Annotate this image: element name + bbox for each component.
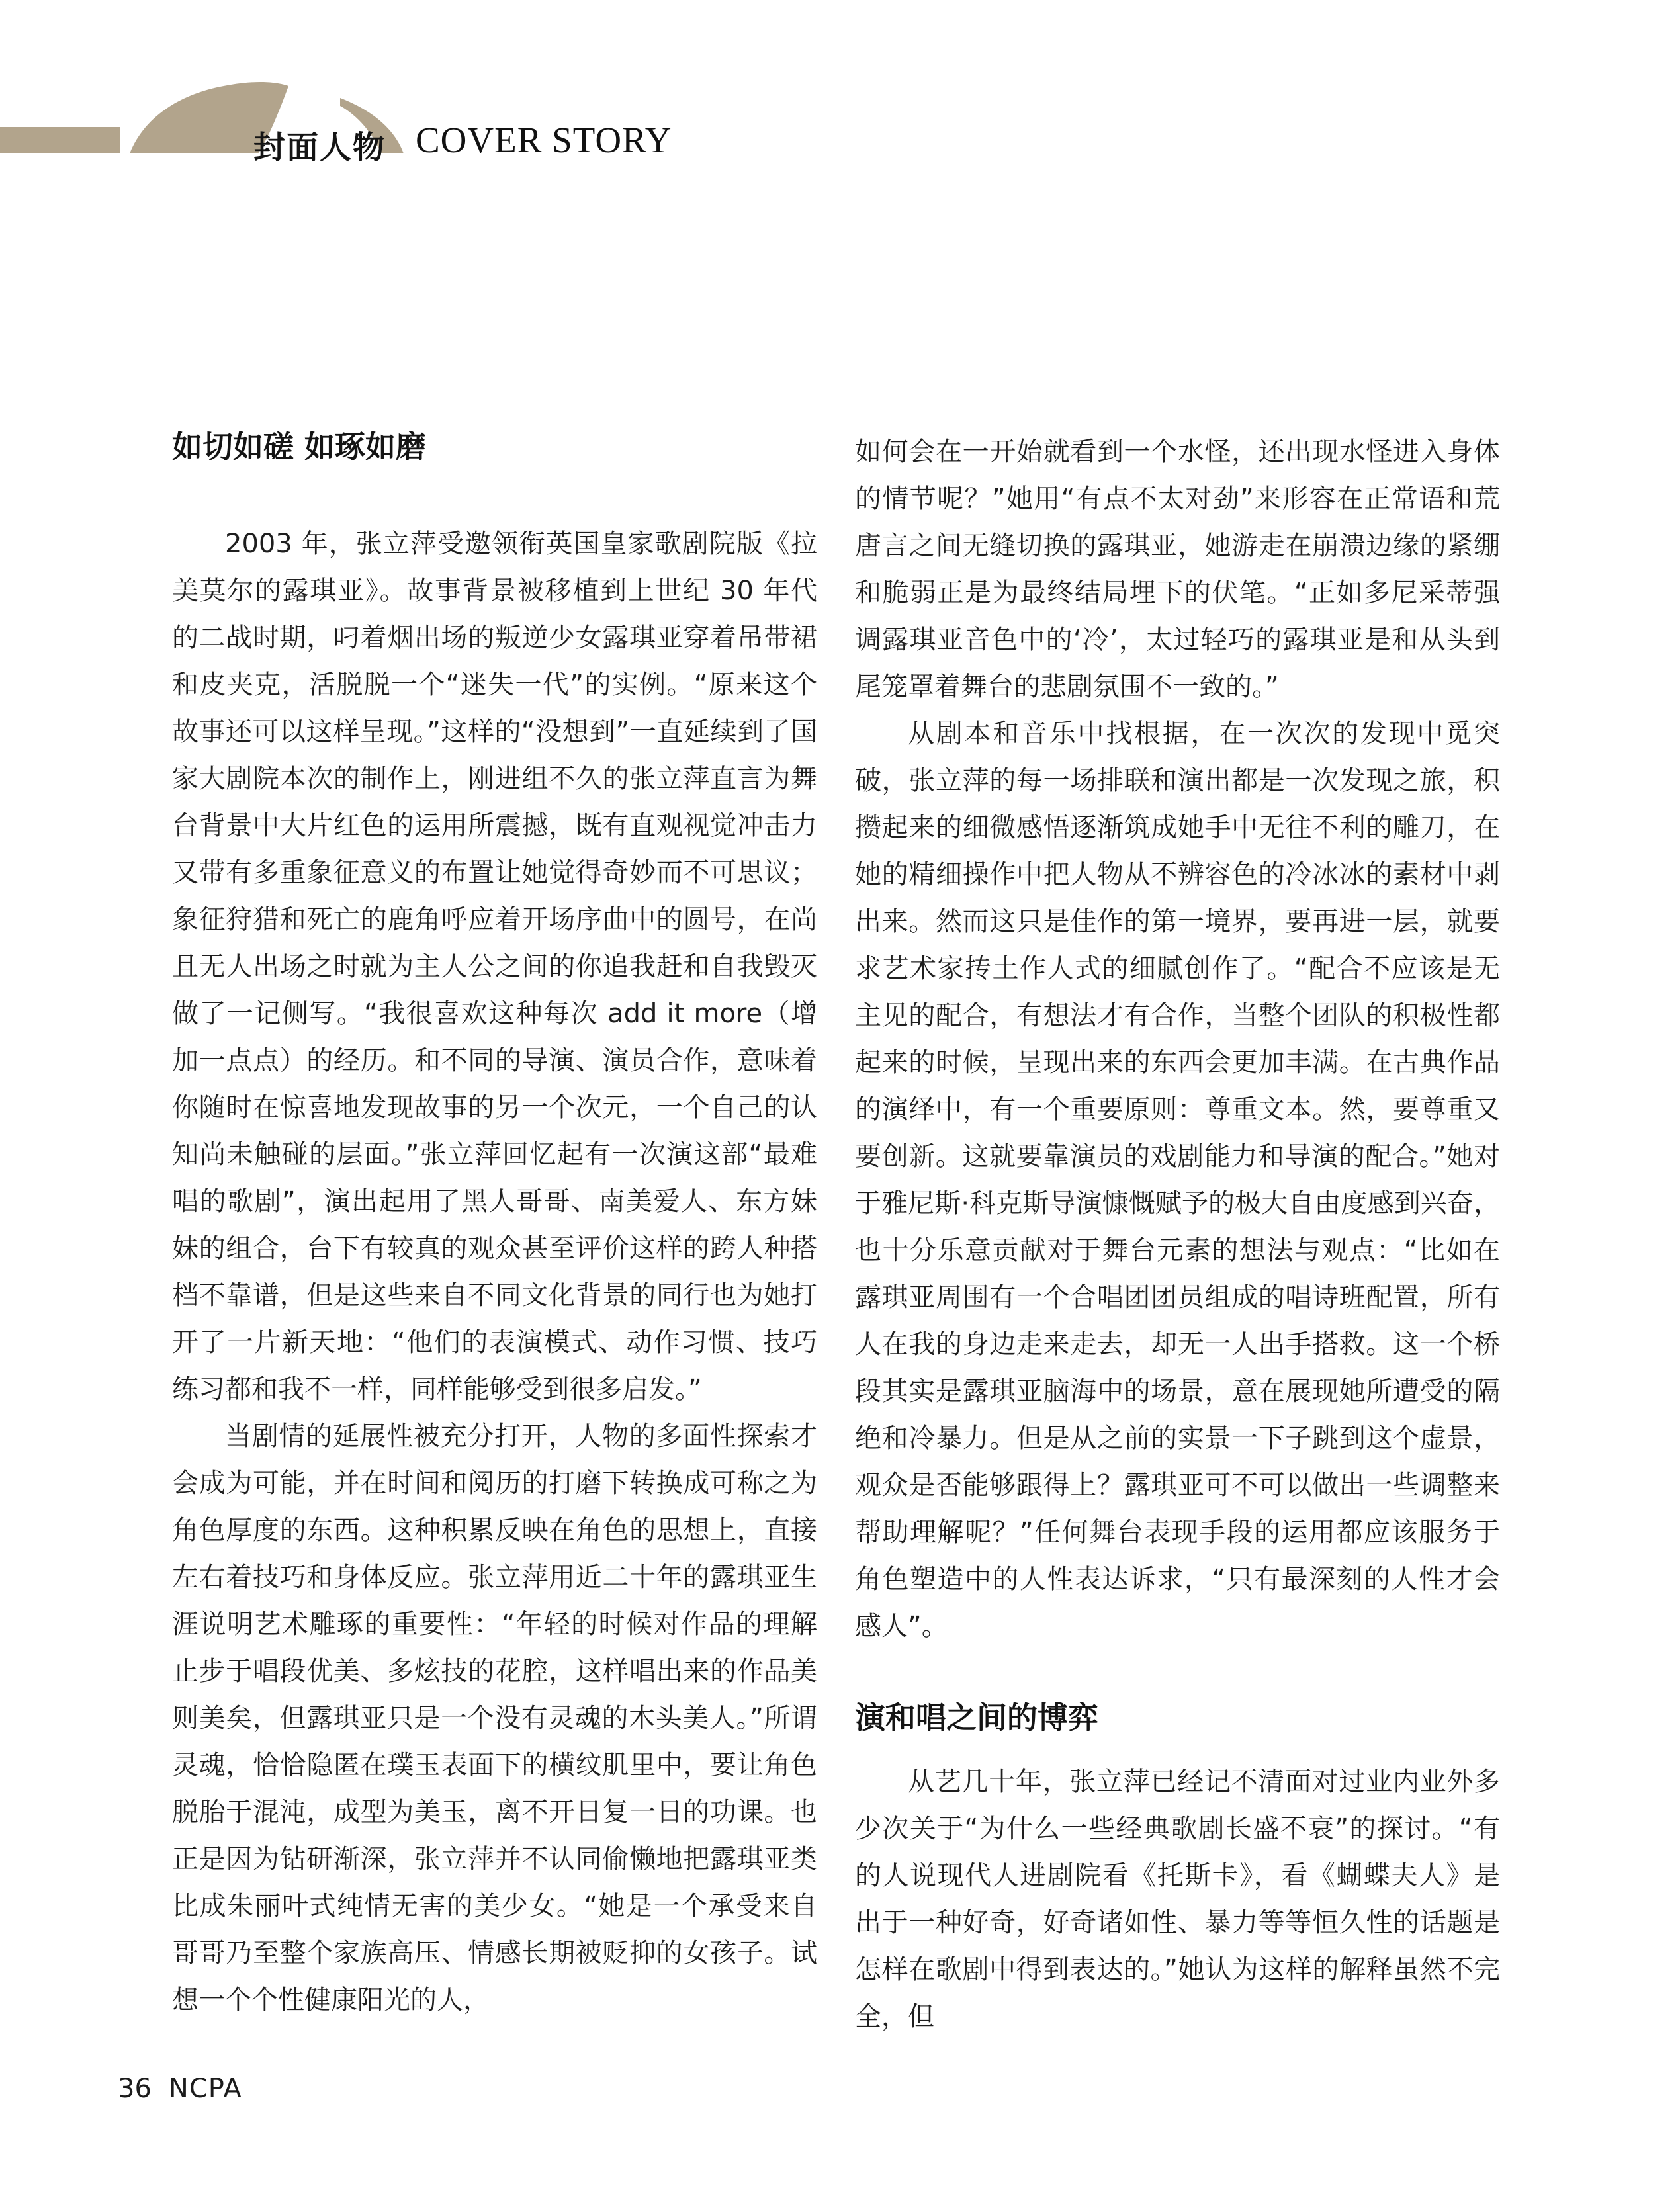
section-heading: 如切如磋 如琢如磨 — [172, 429, 427, 464]
page-footer — [118, 2074, 242, 2104]
article-paragraph: 从剧本和音乐中找根据，在一次次的发现中觅突破，张立萍的每一场排联和演出都是一次发现之旅，积攒起来的细微感悟逐渐筑成她手中无往不利的雕刀，在她的精细操作中把人物从不辨容色的冷冰冰的素材中剥出来。然而这只是佳作的第一境界，要再进一层，就要求艺术家抟土作人式的细腻创作了。“配合不应该是无主见的配合，有想法才有合作，当整个团队的积极性都起来的时候，呈现出来的东西会更加丰满。在古典作品的演绎中，有一个重要原则：尊重文本。然，要尊重又要创新。这就要靠演员的戏剧能力和导演的配合。”她对于雅尼斯·科克斯导演慷慨赋予的极大自由度感到兴奋，也十分乐意贡献对于舞台元素的想法与观点：“比如在露琪亚周围有一个合唱团团员组成的唱诗班配置，所有人在我的身边走来走去，却无一人出手搭救。这一个桥段其实是露琪亚脑海中的场景，意在展现她所遭受的隔绝和冷暴力。但是从之前的实景一下子跳到这个虚景，观众是否能够跟得上？露琪亚可不可以做出一些调整来帮助理解呢？”任何舞台表现手段的运用都应该服务于角色塑造中的人性表达诉求，“只有最深刻的人性才会感人”。 — [855, 719, 1500, 1641]
magazine-brand: NCPA — [168, 2074, 242, 2104]
section-title-cn: 封面人物 — [253, 129, 386, 166]
article-column-left — [172, 427, 817, 2024]
page-number: 36 — [118, 2074, 152, 2104]
sub-heading: 演和唱之间的博弈 — [855, 1700, 1098, 1735]
article-paragraph: 如何会在一开始就看到一个水怪，还出现水怪进入身体的情节呢？”她用“有点不太对劲”来形容在正常语和荒唐言之间无缝切换的露琪亚，她游走在崩溃边缘的紧绷和脆弱正是为最终结局埋下的伏笔。“正如多尼采蒂强调露琪亚音色中的‘冷’，太过轻巧的露琪亚是和从头到尾笼罩着舞台的悲剧氛围不一致的。” — [855, 437, 1500, 702]
accent-bar — [0, 127, 120, 153]
article-paragraph: 当剧情的延展性被充分打开，人物的多面性探索才会成为可能，并在时间和阅历的打磨下转换成可称之为角色厚度的东西。这种积累反映在角色的思想上，直接左右着技巧和身体反应。张立萍用近二十年的露琪亚生涯说明艺术雕琢的重要性：“年轻的时候对作品的理解止步于唱段优美、多炫技的花腔，这样唱出来的作品美则美矣，但露琪亚只是一个没有灵魂的木头美人。”所谓灵魂，恰恰隐匿在璞玉表面下的横纹肌里中，要让角色脱胎于混沌，成型为美玉，离不开日复一日的功课。也正是因为钻研渐深，张立萍并不认同偷懒地把露琪亚类比成朱丽叶式纯情无害的美少女。“她是一个承受来自哥哥乃至整个家族高压、情感长期被贬抑的女孩子。试想一个个性健康阳光的人， — [172, 1421, 817, 2015]
section-title-en: COVER STORY — [416, 120, 672, 160]
article-column-right — [855, 429, 1500, 2040]
article-paragraph: 从艺几十年，张立萍已经记不清面对过业内业外多少次关于“为什么一些经典歌剧长盛不衰”的探讨。“有的人说现代人进剧院看《托斯卡》，看《蝴蝶夫人》是出于一种好奇，好奇诸如性、暴力等等恒久性的话题是怎样在歌剧中得到表达的。”她认为这样的解释虽然不完全，但 — [855, 1767, 1500, 2032]
article-paragraph: 2003 年，张立萍受邀领衔英国皇家歌剧院版《拉美莫尔的露琪亚》。故事背景被移植到上世纪 30 年代的二战时期，叼着烟出场的叛逆少女露琪亚穿着吊带裙和皮夹克，活脱脱一个“迷失一代”的实例。“原来这个故事还可以这样呈现。”这样的“没想到”一直延续到了国家大剧院本次的制作上，刚进组不久的张立萍直言为舞台背景中大片红色的运用所震撼，既有直观视觉冲击力又带有多重象征意义的布置让她觉得奇妙而不可思议；象征狩猎和死亡的鹿角呼应着开场序曲中的圆号，在尚且无人出场之时就为主人公之间的你追我赶和自我毁灭做了一记侧写。“我很喜欢这种每次 add it more（增加一点点）的经历。和不同的导演、演员合作，意味着你随时在惊喜地发现故事的另一个次元，一个自己的认知尚未触碰的层面。”张立萍回忆起有一次演这部“最难唱的歌剧”，演出起用了黑人哥哥、南美爱人、东方妹妹的组合，台下有较真的观众甚至评价这样的跨人种搭档不靠谱，但是这些来自不同文化背景的同行也为她打开了一片新天地：“他们的表演模式、动作习惯、技巧练习都和我不一样，同样能够受到很多启发。” — [172, 529, 817, 1405]
